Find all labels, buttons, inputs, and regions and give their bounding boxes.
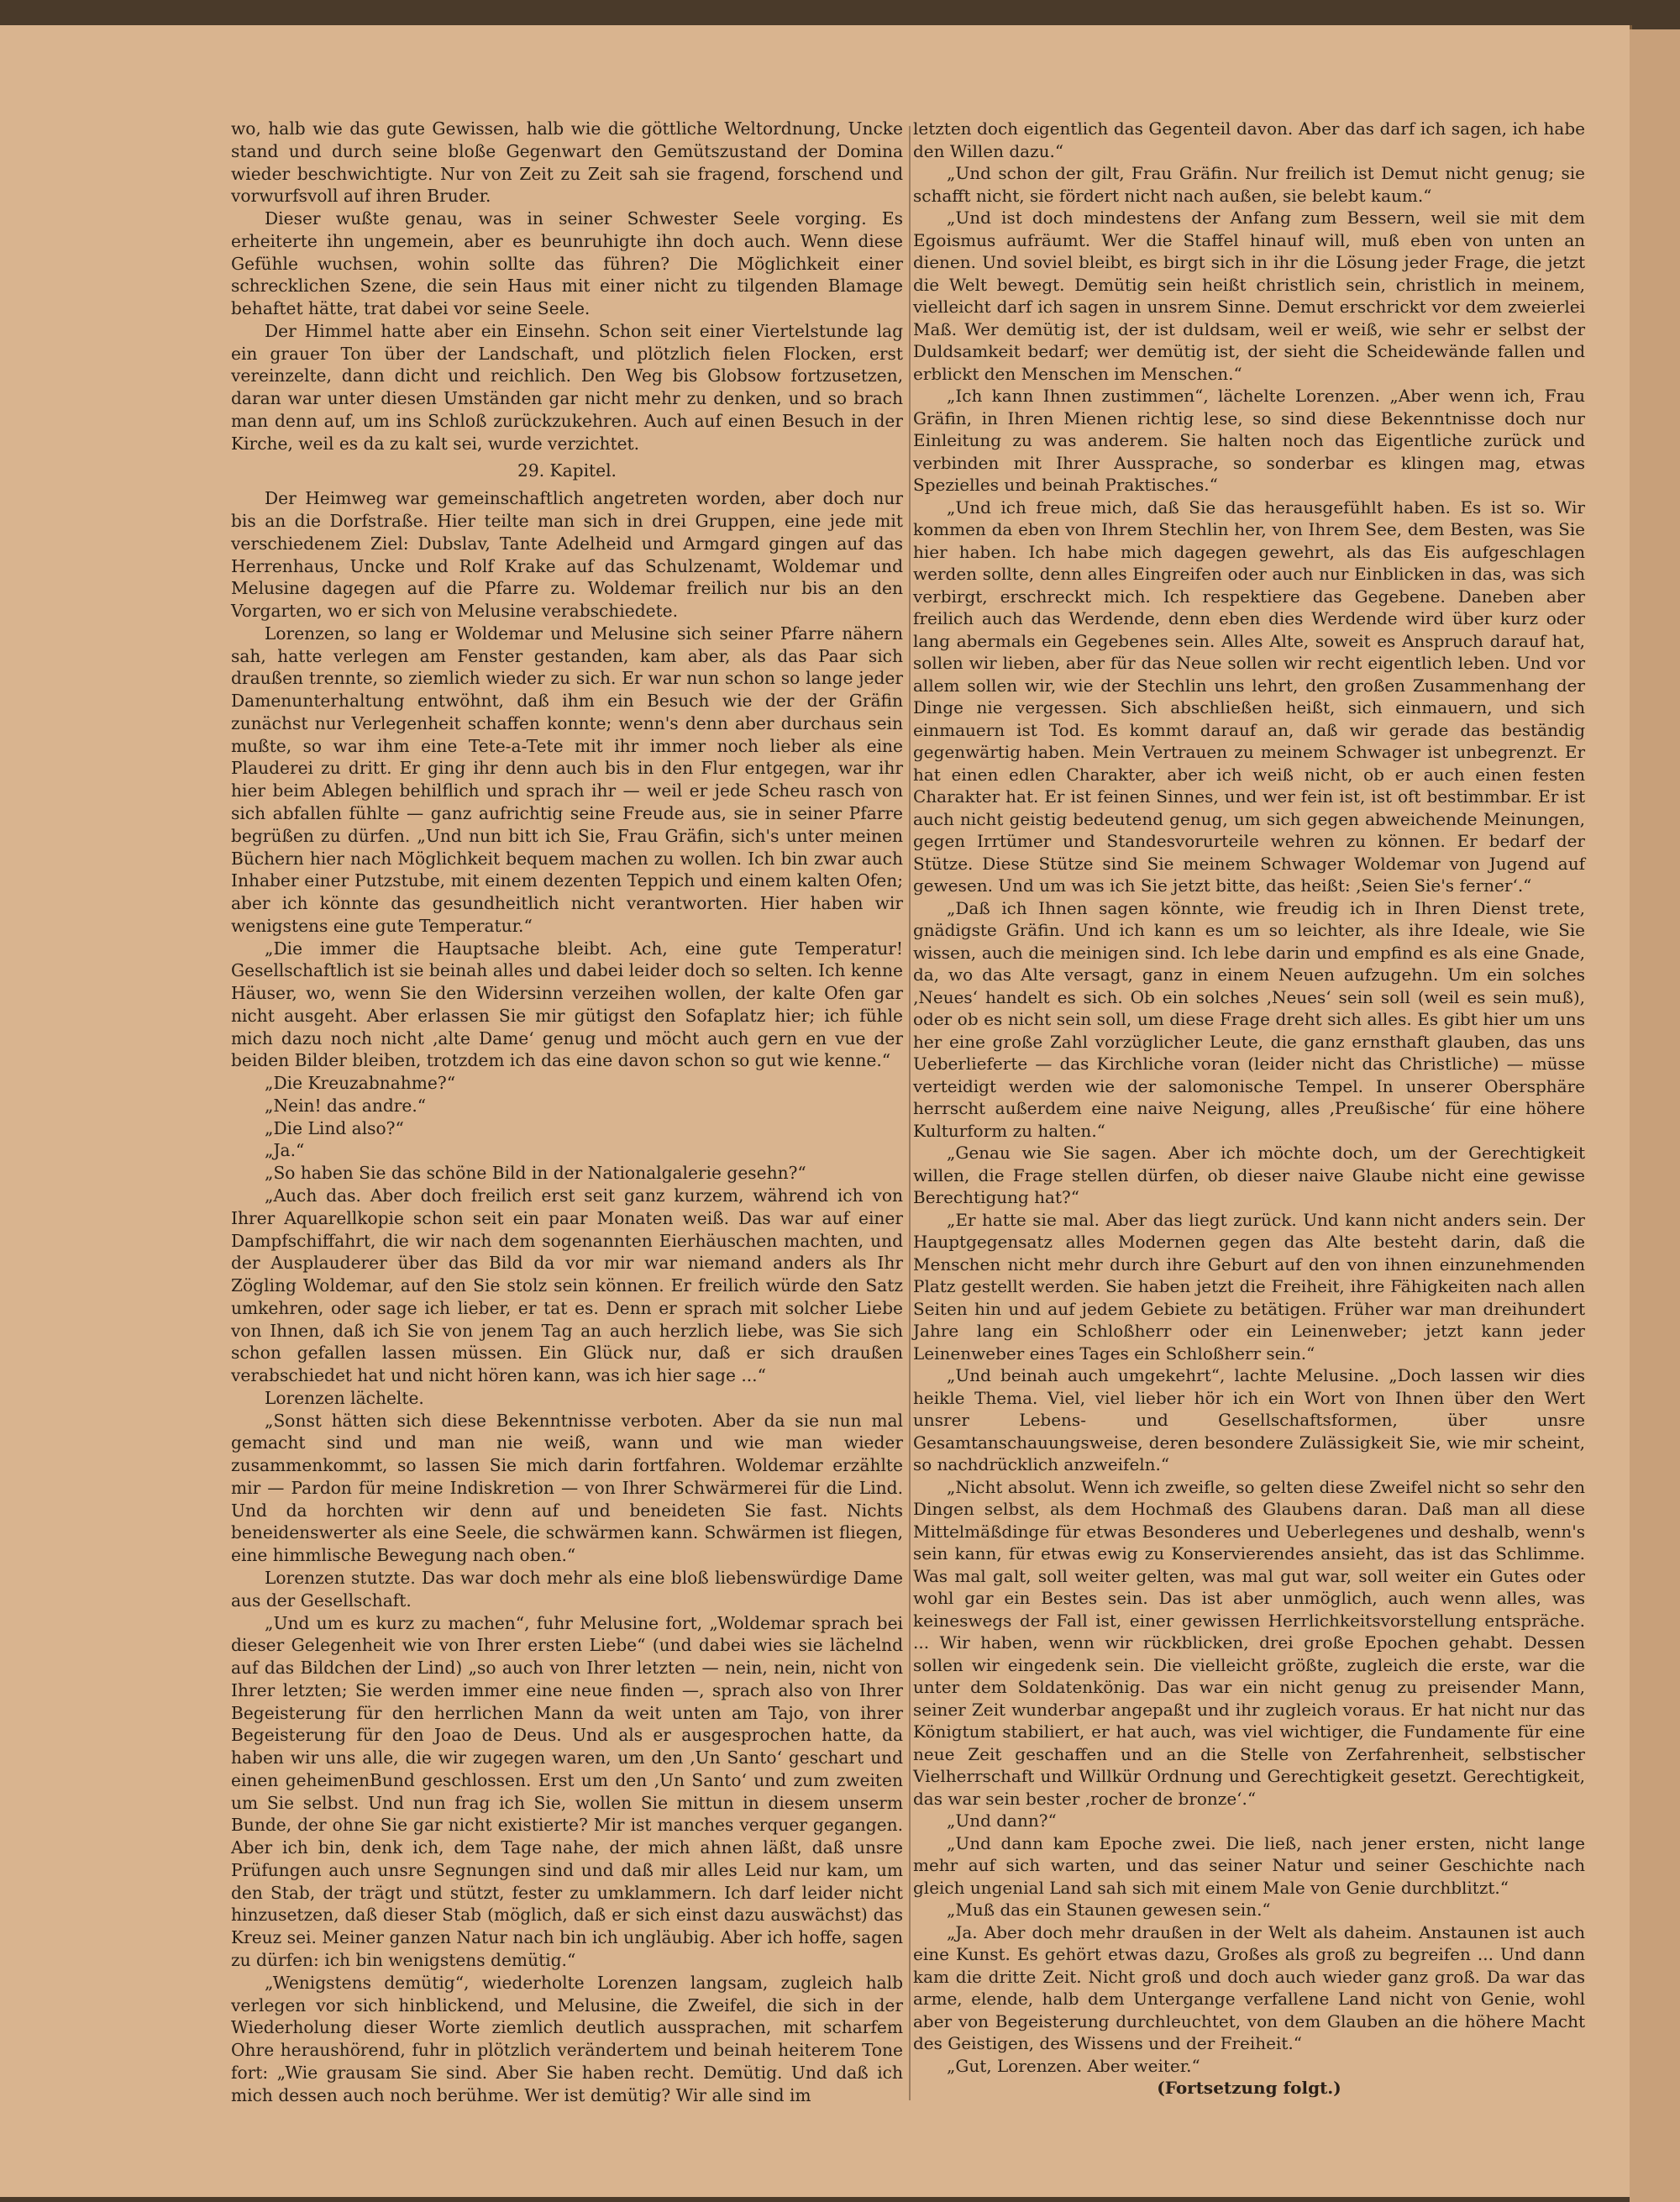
paragraph: Lorenzen, so lang er Woldemar und Melusine sich seiner Pfarre nähern sah, hatte verlegen am Fenster gestanden, kam aber, als das Paar sich draußen trennte, so ziemlich wieder zu sich. Er war nun schon so lange jeder Damenunterhaltung entwöhnt, daß ihm ein Besuch wie der der Gräfin zunächst nur Verlegenheit schaffen konnte; wenn's denn aber durchaus sein mußte, so war ihm eine Tete-a-Tete mit ihr immer noch lieber als eine Plauderei zu dritt. Er ging ihr denn auch bis in den Flur entgegen, war ihr hier beim Ablegen behilflich und sprach ihr — weil er jede Scheu rasch von sich abfallen fühlte — ganz aufrichtig seine Freude aus, sie in seiner Pfarre begrüßen zu dürfen. „Und nun bitt ich Sie, Frau Gräfin, sich's unter meinen Büchern hier nach Möglichkeit bequem machen zu wollen. Ich bin zwar auch Inhaber einer Putzstube, mit einem dezenten Teppich und einem kalten Ofen; aber ich könnte das gesundheitlich nicht verantworten. Hier haben wir wenigstens eine gute Temperatur.“ [231,623,903,936]
paragraph: „Und dann?“ [947,1810,1057,1831]
chapter-heading: 29. Kapitel. [517,460,617,481]
paragraph: „Die Kreuzabnahme?“ [265,1073,456,1094]
paragraph: „Auch das. Aber doch freilich erst seit ganz kurzem, während ich von Ihrer Aquarellkopie schon seit ein paar Monaten weiß. Das war auf einer Dampfschiffahrt, die wir nach dem sogenannten Eierhäuschen machten, und der Ausplauderer über das Bild da vor mir war niemand anders als Ihr Zögling Woldemar, auf den Sie stolz sein können. Er freilich würde den Satz umkehren, oder sage ich lieber, er tat es. Denn er sprach mit solcher Liebe von Ihnen, daß ich Sie von jenem Tag an auch herzlich liebe, was Sie sich schon gefallen lassen müssen. Ein Glück nur, daß er sich draußen verabschiedet hat und nicht hören kann, was ich hier sage ...“ [231,1185,903,1386]
paragraph: „Die Lind also?“ [265,1117,404,1138]
paragraph: „Die immer die Hauptsache bleibt. Ach, eine gute Temperatur! Gesellschaftlich ist sie beinah alles und dabei leider doch so selten. Ich kenne Häuser, wo, wenn Sie den Widersinn verzeihen wollen, der kalte Ofen gar nicht ausgeht. Aber erlassen Sie mir gütigst den Sofaplatz hier; ich fühle mich dazu noch nicht ‚alte Dame‘ genug und möcht auch gern en vue der beiden Bilder bleiben, trotzdem ich das eine davon schon so gut wie kenne.“ [231,938,903,1071]
paragraph: wo, halb wie das gute Gewissen, halb wie die göttliche Weltordnung, Uncke stand und durch seine bloße Gegenwart den Gemütszustand der Domina wieder beschwichtigte. Nur von Zeit zu Zeit sah sie fragend, forschend und vorwurfsvoll auf ihren Bruder. [231,118,903,207]
paragraph: „Und ich freue mich, daß Sie das herausgefühlt haben. Es ist so. Wir kommen da eben von Ihrem Stechlin her, von Ihrem See, dem Besten, was Sie hier haben. Ich habe mich dagegen gewehrt, als das Eis aufgeschlagen werden sollte, denn alles Eingreifen oder auch nur Einblicken in das, was sich verbirgt, erschreckt mich. Ich respektiere das Gegebene. Daneben aber freilich auch das Werdende, denn eben dies Werdende wird über kurz oder lang abermals ein Gegebenes sein. Alles Alte, soweit es Anspruch darauf hat, sollen wir lieben, aber für das Neue sollen wir recht eigentlich leben. Und vor allem sollen wir, wie der Stechlin uns lehrt, den großen Zusammenhang der Dinge nie vergessen. Sich abschließen heißt, sich einmauern, und sich einmauern ist Tod. Es kommt darauf an, daß wir gerade das beständig gegenwärtig haben. Mein Vertrauen zu meinem Schwager ist unbegrenzt. Er hat einen edlen Charakter, aber ich weiß nicht, ob er auch einen festen Charakter hat. Er ist feinen Sinnes, und wer fein ist, ist oft bestimmbar. Er ist auch nicht geistig bedeutend genug, um sich gegen abweichende Meinungen, gegen Irrtümer und Standesvorurteile wehren zu können. Er bedarf der Stütze. Diese Stütze sind Sie meinem Schwager Woldemar von Jugend auf gewesen. Und um was ich Sie jetzt bitte, das heißt: ‚Seien Sie's ferner‘.“ [913,497,1585,896]
paragraph: „Und um es kurz zu machen“, fuhr Melusine fort, „Woldemar sprach bei dieser Gelegenheit wie von Ihrer ersten Liebe“ (und dabei wies sie lächelnd auf das Bildchen der Lind) „so auch von Ihrer letzten — nein, nein, nicht von Ihrer letzten; Sie werden immer eine neue finden —, sprach also von Ihrer Begeisterung für den herrlichen Mann da weit unten am Tajo, von ihrer Begeisterung für den Joao de Deus. Und als er ausgesprochen hatte, da haben wir uns alle, die wir zugegen waren, um den ‚Un Santo‘ geschart und einen geheimenBund geschlossen. Erst um den ‚Un Santo‘ und zum zweiten um Sie selbst. Und nun frag ich Sie, wollen Sie mittun in diesem unserm Bunde, der ohne Sie gar nicht existierte? Mir ist manches verquer gegangen. Aber ich bin, denk ich, dem Tage nahe, der mich ahnen läßt, daß unsre Prüfungen auch unsre Segnungen sind und daß mir alles Leid nur kam, um den Stab, der trägt und stützt, fester zu umklammern. Ich darf leider nicht hinzusetzen, daß dieser Stab (möglich, daß er sich einst dazu auswächst) das Kreuz sei. Meiner ganzen Natur nach bin ich ungläubig. Aber ich hoffe, sagen zu dürfen: ich bin wenigstens demütig.“ [231,1612,903,1971]
column-divider [909,126,911,2100]
paragraph: „Genau wie Sie sagen. Aber ich möchte doch, um der Gerechtigkeit willen, die Frage stellen dürfen, ob dieser naive Glaube nicht eine gewisse Berechtigung hat?“ [913,1143,1585,1207]
right-column [913,118,1585,2100]
paragraph: Der Heimweg war gemeinschaftlich angetreten worden, aber doch nur bis an die Dorfstraße. Hier teilte man sich in drei Gruppen, eine jede mit verschiedenem Ziel: Dubslav, Tante Adelheid und Armgard gingen auf das Herrenhaus, Uncke und Rolf Krake auf das Schulzenamt, Woldemar und Melusine dagegen auf die Pfarre zu. Woldemar freilich nur bis an den Vorgarten, wo er sich von Melusine verabschiedete. [231,488,903,622]
paragraph: „Ja. Aber doch mehr draußen in der Welt als daheim. Anstaunen ist auch eine Kunst. Es gehört etwas dazu, Großes als groß zu begreifen ... Und dann kam die dritte Zeit. Nicht groß und doch auch wieder ganz groß. Da war das arme, elende, halb dem Untergange verfallene Land nicht von Genie, wohl aber von Begeisterung durchleuchtet, von dem Glauben an die höhere Macht des Geistigen, des Wissens und der Freiheit.“ [913,1921,1585,2053]
paragraph: „Nicht absolut. Wenn ich zweifle, so gelten diese Zweifel nicht so sehr den Dingen selbst, als dem Hochmaß des Glaubens daran. Daß man all diese Mittelmäßdinge für etwas Besonderes und Ueberlegenes und deshalb, wenn's sein kann, für etwas ewig zu Konservierendes ansieht, das ist das Schlimme. Was mal galt, soll weiter gelten, was mal gut war, soll weiter ein Gutes oder wohl gar ein Bestes sein. Das ist aber unmöglich, auch wenn alles, was keineswegs der Fall ist, einer gewissen Herrlichkeitsvorstellung entspräche. ... Wir haben, wenn wir rückblicken, drei große Epochen gehabt. Dessen sollen wir eingedenk sein. Die vielleicht größte, zugleich die erste, war die unter dem Soldatenkönig. Das war ein nicht genug zu preisender Mann, seiner Zeit wunderbar angepaßt und ihr zugleich voraus. Er hat nicht nur das Königtum stabiliert, er hat auch, was viel wichtiger, die Fundamente für eine neue Zeit geschaffen und an die Stelle von Zerfahrenheit, selbstischer Vielherrschaft und Willkür Ordnung und Gerechtigkeit gesetzt. Gerechtigkeit, das war sein bester ‚rocher de bronze‘.“ [913,1476,1585,1809]
paragraph: „Ich kann Ihnen zustimmen“, lächelte Lorenzen. „Aber wenn ich, Frau Gräfin, in Ihren Mienen richtig lese, so sind diese Bekenntnisse doch nur Einleitung zu was anderem. Sie halten noch das Eigentliche zurück und verbinden mit Ihrer Aussprache, so sonderbar es klingen mag, etwas Spezielles und beinah Praktisches.“ [913,386,1585,495]
continuation-note: (Fortsetzung folgt.) [1157,2078,1341,2098]
paragraph: „So haben Sie das schöne Bild in der Nationalgalerie gesehn?“ [265,1163,806,1184]
paragraph: Dieser wußte genau, was in seiner Schwester Seele vorging. Es erheiterte ihn ungemein, aber es beunruhigte ihn doch auch. Wenn diese Gefühle wuchsen, wohin sollte das führen? Die Möglichkeit einer schrecklichen Szene, die sein Haus mit einer nicht zu tilgenden Blamage behaftet hätte, trat dabei vor seine Seele. [231,208,903,319]
paragraph: „Muß das ein Staunen gewesen sein.“ [947,1900,1271,1920]
paragraph: „Daß ich Ihnen sagen könnte, wie freudig ich in Ihren Dienst trete, gnädigste Gräfin. Und ich kann es um so leichter, als ihre Ideale, wie Sie wissen, auch die meinigen sind. Ich lebe darin und empfind es als eine Gnade, da, wo das Alte versagt, ganz in einem Neuen aufzugehn. Um ein solches ‚Neues‘ handelt es sich. Ob ein solches ‚Neues‘ sein soll (weil es sein muß), oder ob es nicht sein soll, um diese Frage dreht sich alles. Es gibt hier um uns her eine große Zahl vorzüglicher Leute, die ganz ernsthaft glauben, das uns Ueberlieferte — das Kirchliche voran (leider nicht das Christliche) — müsse verteidigt werden wie der salomonische Tempel. In unserer Obersphäre herrscht außerdem eine naive Neigung, alles ‚Preußische‘ für eine höhere Kulturform zu halten.“ [913,897,1585,1141]
paragraph: „Und ist doch mindestens der Anfang zum Bessern, weil sie mit dem Egoismus aufräumt. Wer die Staffel hinauf will, muß eben von unten an dienen. Und soviel bleibt, es birgt sich in ihr die Lösung jeder Frage, die jetzt die Welt bewegt. Demütig sein heißt christlich sein, christlich in meinem, vielleicht darf ich sagen in unsrem Sinne. Demut erschrickt vor dem zweierlei Maß. Wer demütig ist, der ist duldsam, weil er weiß, wie sehr er selbst der Duldsamkeit bedarf; wer demütig ist, der sieht die Scheidewände fallen und erblickt den Menschen im Menschen.“ [913,208,1585,384]
paragraph: „Und beinah auch umgekehrt“, lachte Melusine. „Doch lassen wir dies heikle Thema. Viel, viel lieber hör ich ein Wort von Ihnen über den Wert unsrer Lebens- und Gesellschaftsformen, über unsre Gesamtanschauungsweise, deren besondere Zulässigkeit Sie, wie mir scheint, so nachdrücklich anzweifeln.“ [913,1365,1585,1474]
left-column [231,118,903,2106]
paragraph: „Wenigstens demütig“, wiederholte Lorenzen langsam, zugleich halb verlegen vor sich hinblickend, und Melusine, die Zweifel, die sich in der Wiederholung dieser Worte ziemlich deutlich aussprachen, mit scharfem Ohre heraushörend, fuhr in plötzlich verändertem und beinah heiterem Tone fort: „Wie grausam Sie sind. Aber Sie haben recht. Demütig. Und daß ich mich dessen auch noch berühme. Wer ist demütig? Wir alle sind im [231,1972,903,2105]
paragraph: „Und schon der gilt, Frau Gräfin. Nur freilich ist Demut nicht genug; sie schafft nicht, sie fördert nicht nach außen, sie belebt kaum.“ [913,163,1585,206]
paragraph: Lorenzen stutzte. Das war doch mehr als eine bloß liebenswürdige Dame aus der Gesellschaft. [231,1568,903,1611]
paragraph: „Sonst hätten sich diese Bekenntnisse verboten. Aber da sie nun mal gemacht sind und man nie weiß, wann und wie man wieder zusammenkommt, so lassen Sie mich darin fortfahren. Woldemar erzählte mir — Pardon für meine Indiskretion — von Ihrer Schwärmerei für die Lind. Und da horchten wir denn auf und beneideten Sie fast. Nichts beneidenswerter als eine Seele, die schwärmen kann. Schwärmen ist fliegen, eine himmlische Bewegung nach oben.“ [231,1410,903,1566]
paragraph: „Und dann kam Epoche zwei. Die ließ, nach jener ersten, nicht lange mehr auf sich warten, und das seiner Natur und seiner Geschichte nach gleich ungenial Land sah sich mit einem Male von Genie durchblitzt.“ [913,1832,1585,1898]
paragraph: „Er hatte sie mal. Aber das liegt zurück. Und kann nicht anders sein. Der Hauptgegensatz alles Modernen gegen das Alte besteht darin, daß die Menschen nicht mehr durch ihre Geburt auf den von ihnen einzunehmenden Platz gestellt werden. Sie haben jetzt die Freiheit, ihre Fähigkeiten nach allen Seiten hin und auf jedem Gebiete zu betätigen. Früher war man dreihundert Jahre lang ein Schloßherr oder ein Leinenweber; jetzt kann jeder Leinenweber eines Tages ein Schloßherr sein.“ [913,1209,1585,1364]
paragraph: letzten doch eigentlich das Gegenteil davon. Aber das darf ich sagen, ich habe den Willen dazu.“ [913,118,1585,161]
paragraph: Der Himmel hatte aber ein Einsehn. Schon seit einer Viertelstunde lag ein grauer Ton über der Landschaft, und plötzlich fielen Flocken, erst vereinzelte, dann dicht und reichlich. Den Weg bis Globsow fortzusetzen, daran war unter diesen Umständen gar nicht mehr zu denken, und so brach man denn auf, um ins Schloß zurückzukehren. Auch auf einen Besuch in der Kirche, weil es da zu kalt sei, wurde verzichtet. [231,320,903,454]
paragraph: Lorenzen lächelte. [265,1387,424,1408]
paragraph: „Nein! das andre.“ [265,1095,427,1116]
paragraph: „Ja.“ [265,1140,305,1161]
adjacent-page-edge [1630,29,1680,2202]
paragraph: „Gut, Lorenzen. Aber weiter.“ [947,2055,1200,2076]
